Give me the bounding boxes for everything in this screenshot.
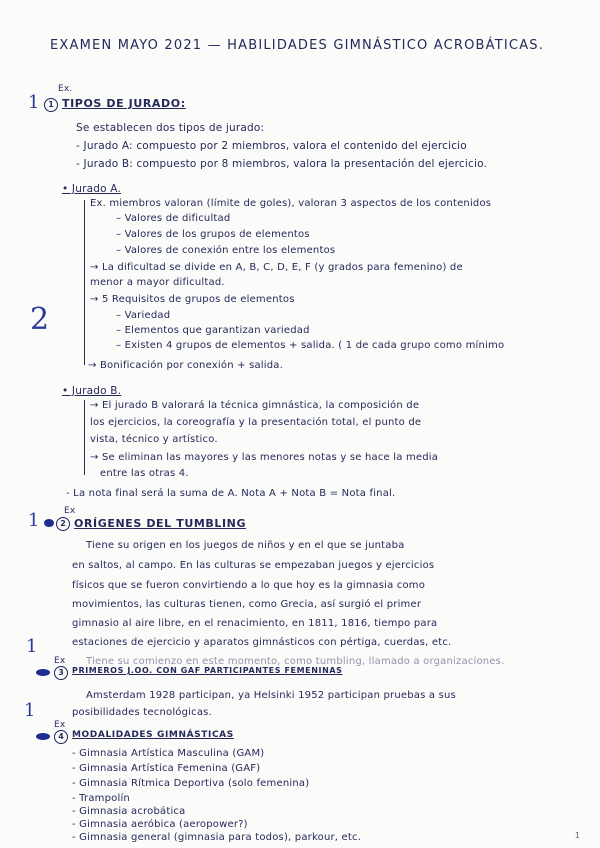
jurado-b-label: • Jurado B. (62, 385, 122, 397)
section-3-ex-label: Ex (54, 656, 66, 666)
section-1-line: - Jurado B: compuesto por 8 miembros, valora la presentación del ejercicio. (76, 158, 488, 170)
section-3-heading: PRIMEROS J.OO. CON GAF PARTICIPANTES FEMENINAS (72, 666, 343, 675)
jurado-b-bracket (84, 400, 85, 475)
section-4-line: - Trampolín (72, 793, 130, 804)
ink-blot (36, 669, 50, 676)
section-2-line: estaciones de ejercicio y aparatos gimnásticos con pértiga, cuerdas, etc. (72, 637, 452, 648)
section-1-ex-label: Ex. (58, 84, 73, 94)
section-3-number: 3 (54, 666, 68, 680)
section-4-ex-label: Ex (54, 720, 66, 730)
section-4-line: - Gimnasia Artística Masculina (GAM) (72, 748, 265, 759)
section-2-number: 2 (56, 517, 70, 531)
section-4-line: - Gimnasia aeróbica (aeropower?) (72, 819, 248, 830)
section-4-line: - Gimnasia acrobática (72, 806, 186, 817)
jurado-a-item: – Elementos que garantizan variedad (116, 325, 310, 336)
section-2-heading: ORÍGENES DEL TUMBLING (74, 517, 247, 530)
section-4-line: - Gimnasia Rítmica Deportiva (solo femenina) (72, 778, 310, 789)
section-2-ex-label: Ex (64, 506, 76, 516)
section-2-line: Tiene su comienzo en este momento, como tumbling, llamado a organizaciones. (86, 656, 505, 667)
jurado-a-item: → 5 Requisitos de grupos de elementos (90, 294, 295, 305)
margin-mark-4: 1 (26, 636, 38, 657)
jurado-a-item: – Valores de dificultad (116, 213, 231, 224)
section-3-line: posibilidades tecnológicas. (72, 707, 212, 718)
section-2-line: Tiene su origen en los juegos de niños y en el que se juntaba (86, 540, 405, 551)
jurado-a-item: → La dificultad se divide en A, B, C, D, E, F (y grados para femenino) de (90, 262, 463, 273)
jurado-b-item: los ejercicios, la coreografía y la presentación total, el punto de (90, 417, 422, 428)
jurado-a-item: – Variedad (116, 310, 171, 321)
jurado-a-item: menor a mayor dificultad. (90, 277, 225, 288)
jurado-a-item: → Bonificación por conexión + salida. (88, 360, 284, 371)
section-4-line: - Gimnasia Artística Femenina (GAF) (72, 763, 261, 774)
jurado-b-item: vista, técnico y artístico. (90, 434, 218, 445)
jurado-b-item: - La nota final será la suma de A. Nota A + Nota B = Nota final. (66, 488, 396, 499)
section-2-line: gimnasio al aire libre, en el renacimiento, en 1811, 1816, tiempo para (72, 618, 438, 629)
section-1-number: 1 (44, 98, 58, 112)
margin-mark-2: 2 (30, 302, 50, 337)
section-1-heading: TIPOS DE JURADO: (62, 97, 186, 110)
section-2-line: movimientos, las culturas tienen, como Grecia, así surgió el primer (72, 599, 422, 610)
section-1-line: - Jurado A: compuesto por 2 miembros, valora el contenido del ejercicio (76, 140, 467, 152)
jurado-a-item: – Valores de conexión entre los elementos (116, 245, 336, 256)
margin-mark-3: 1 (28, 510, 40, 531)
jurado-a-item: Ex. miembros valoran (límite de goles), valoran 3 aspectos de los contenidos (90, 198, 492, 209)
jurado-a-label: • Jurado A. (62, 183, 121, 195)
section-4-line: - Gimnasia general (gimnasia para todos), parkour, etc. (72, 832, 362, 843)
jurado-a-item: – Existen 4 grupos de elementos + salida. ( 1 de cada grupo como mínimo (116, 340, 505, 351)
jurado-a-bracket (84, 200, 85, 365)
section-2-line: físicos que se fueron convirtiendo a lo que hoy es la gimnasia como (72, 580, 426, 591)
section-3-line: Amsterdam 1928 participan, ya Helsinki 1952 participan pruebas a sus (86, 690, 456, 701)
page-number: 1 (574, 831, 580, 840)
ink-blot (36, 733, 50, 740)
jurado-a-item: – Valores de los grupos de elementos (116, 229, 310, 240)
jurado-b-item: → El jurado B valorará la técnica gimnástica, la composición de (90, 400, 420, 411)
jurado-b-item: → Se eliminan las mayores y las menores notas y se hace la media (90, 452, 439, 463)
margin-mark-1: 1 (28, 92, 40, 113)
section-2-line: en saltos, al campo. En las culturas se empezaban juegos y ejercicios (72, 560, 435, 571)
section-4-number: 4 (54, 730, 68, 744)
page-title: EXAMEN MAYO 2021 — HABILIDADES GIMNÁSTICO ACROBÁTICAS. (50, 38, 545, 53)
section-1-intro: Se establecen dos tipos de jurado: (76, 122, 265, 134)
margin-mark-5: 1 (24, 700, 36, 721)
jurado-b-item: entre las otras 4. (100, 468, 189, 479)
ink-blot (44, 519, 54, 527)
section-4-heading: MODALIDADES GIMNÁSTICAS (72, 730, 234, 740)
